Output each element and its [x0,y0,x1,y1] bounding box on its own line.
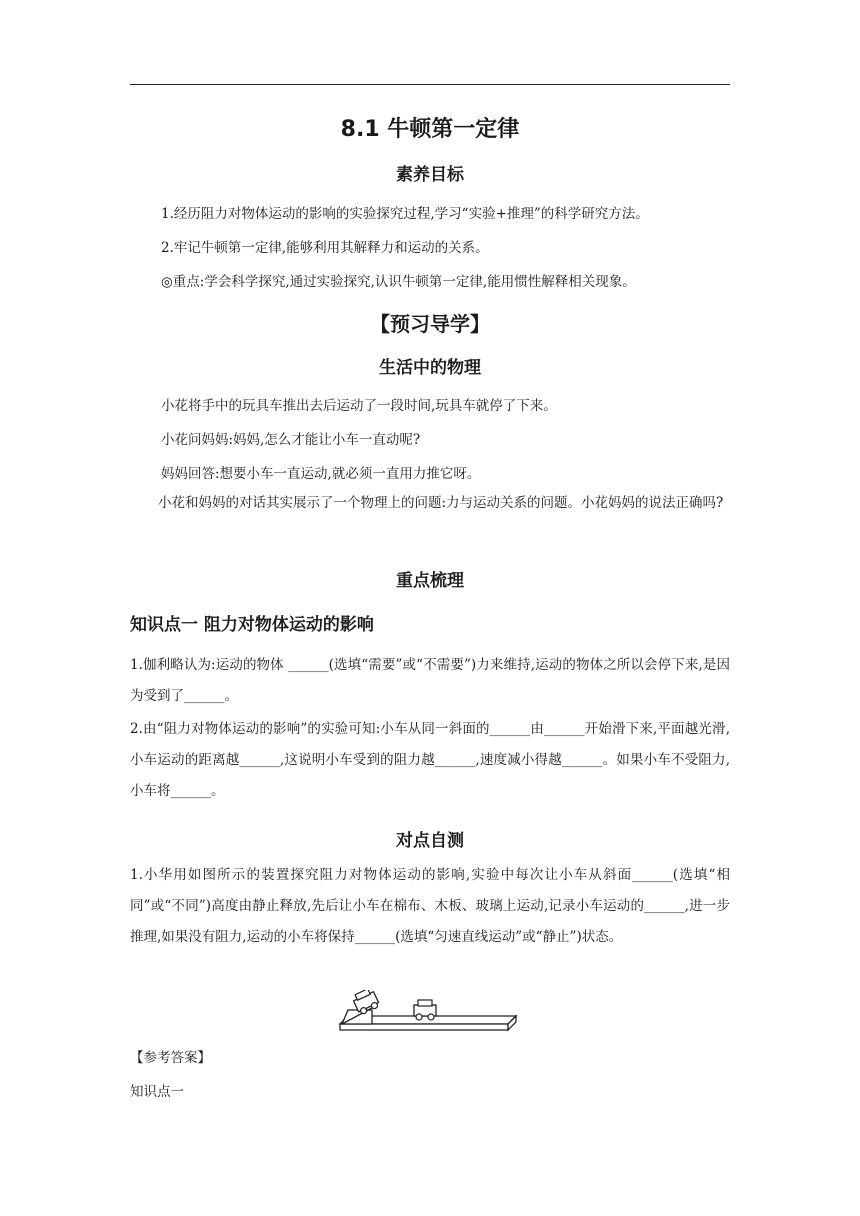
preview-heading: 【预习导学】 [370,312,490,336]
self-test-question-1: 1.小华用如图所示的装置探究阻力对物体运动的影响,实验中每次让小车从斜面______(选填“相同”或“不同”)高度由静止释放,先后让小车在棉布、木板、玻璃上运动,记录小车运动的______,进一步推理,如果没有阻力,运动的小车将保持______(选填“匀速直线运动”或“静止”)状态。 [130,867,730,945]
answers-heading: 【参考答案】 [130,1050,211,1066]
question-1: 1.伽利略认为:运动的物体 ______(选填“需要”或“不需要”)力来维持,运动的物体之所以会停下来,是因为受到了______。 [130,657,730,704]
goals-heading: 素养目标 [396,165,464,185]
goal-item: 1.经历阻力对物体运动的影响的实验探究过程,学习“实验+推理”的科学研究方法。 [161,206,649,222]
knowledge-point-heading: 知识点一 阻力对物体运动的影响 [130,615,374,635]
dialogue-line: 妈妈回答:想要小车一直运动,就必须一直用力推它呀。 [161,466,481,482]
page-title: 8.1 牛顿第一定律 [340,117,520,142]
incline-cart-figure [338,990,520,1044]
header-rule [130,84,730,85]
life-physics-heading: 生活中的物理 [379,358,481,378]
answers-first-item: 知识点一 [130,1084,184,1100]
dialogue-line: 小花问妈妈:妈妈,怎么才能让小车一直动呢? [161,432,421,448]
question-2: 2.由“阻力对物体运动的影响”的实验可知:小车从同一斜面的______由______开始滑下来,平面越光滑,小车运动的距离越______,这说明小车受到的阻力越______,速度减小得越______。如果小车不受阻力,小车将______。 [130,721,730,799]
key-summary-heading: 重点梳理 [396,571,464,591]
self-test-heading: 对点自测 [396,831,464,851]
dialogue-line: 小花将手中的玩具车推出去后运动了一段时间,玩具车就停了下来。 [161,398,557,414]
dialogue-paragraph: 小花和妈妈的对话其实展示了一个物理上的问题:力与运动关系的问题。小花妈妈的说法正确吗? [158,495,724,511]
key-point-note: ◎重点:学会科学探究,通过实验探究,认识牛顿第一定律,能用惯性解释相关现象。 [161,274,636,290]
goal-item: 2.牢记牛顿第一定律,能够利用其解释力和运动的关系。 [161,240,489,256]
